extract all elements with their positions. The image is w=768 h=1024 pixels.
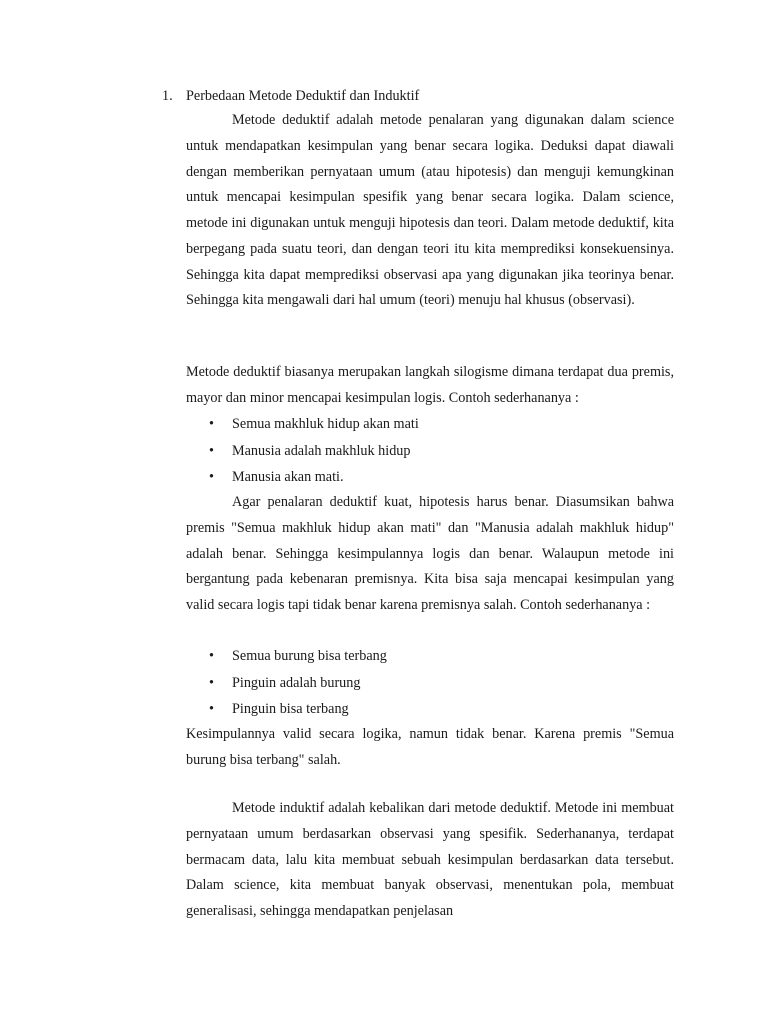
list-item: • Manusia adalah makhluk hidup <box>186 438 674 465</box>
list-item: • Manusia akan mati. <box>186 464 674 491</box>
section-title: Perbedaan Metode Deduktif dan Induktif <box>186 88 420 104</box>
bullet-icon: • <box>209 469 214 485</box>
paragraph-strong-deduction: Agar penalaran deduktif kuat, hipotesis harus benar. Diasumsikan bahwa premis "Semua makhluk hidup akan mati" dan "Manusia adalah makhluk hidup" adalah benar. Sehingga kesimpulannya logis dan benar. Walaupun metode ini bergantung pada kebenaran premisnya. Kita bisa saja mencapai kesimpulan yang valid secara logis tapi tidak benar karena premisnya salah. Contoh sederhananya : <box>186 494 674 613</box>
bullet-icon: • <box>209 442 214 459</box>
example-list-valid <box>186 411 674 491</box>
paragraph-conclusion: Kesimpulannya valid secara logika, namun tidak benar. Karena premis "Semua burung bisa terbang" salah. <box>186 726 674 768</box>
section-number: 1. <box>162 88 173 104</box>
paragraph-syllogism: Metode deduktif biasanya merupakan langkah silogisme dimana terdapat dua premis, mayor dan minor mencapai kesimpulan logis. Contoh sederhananya : <box>186 364 674 406</box>
list-item: • Semua burung bisa terbang <box>186 643 674 670</box>
bullet-icon: • <box>209 648 214 664</box>
example-list-invalid <box>186 643 674 723</box>
list-item: • Pinguin bisa terbang <box>186 696 674 723</box>
list-item: • Semua makhluk hidup akan mati <box>186 411 674 438</box>
paragraph-inductive-definition: Metode induktif adalah kebalikan dari metode deduktif. Metode ini membuat pernyataan umum berdasarkan observasi yang spesifik. Sederhananya, terdapat bermacam data, lalu kita membuat sebuah kesimpulan berdasarkan data tersebut. Dalam science, kita membuat banyak observasi, menentukan pola, membuat generalisasi, sehingga mendapatkan penjelasan <box>186 800 674 919</box>
paragraph-deductive-definition: Metode deduktif adalah metode penalaran yang digunakan dalam science untuk mendapatkan kesimpulan yang benar secara logika. Deduksi dapat diawali dengan memberikan pernyataan umum (atau hipotesis) dan menguji kemungkinan untuk mencapai kesimpulan spesifik yang benar secara logika. Dalam science, metode ini digunakan untuk menguji hipotesis dan teori. Dalam metode deduktif, kita berpegang pada suatu teori, dan dengan teori itu kita memprediksi konsekuensinya. Sehingga kita dapat memprediksi observasi apa yang digunakan jika teorinya benar. Sehingga kita mengawali dari hal umum (teori) menuju hal khusus (observasi). <box>186 112 674 309</box>
list-item: • Pinguin adalah burung <box>186 670 674 697</box>
bullet-icon: • <box>209 416 214 432</box>
section-heading <box>162 86 419 106</box>
bullet-icon: • <box>209 674 214 691</box>
bullet-icon: • <box>209 701 214 717</box>
